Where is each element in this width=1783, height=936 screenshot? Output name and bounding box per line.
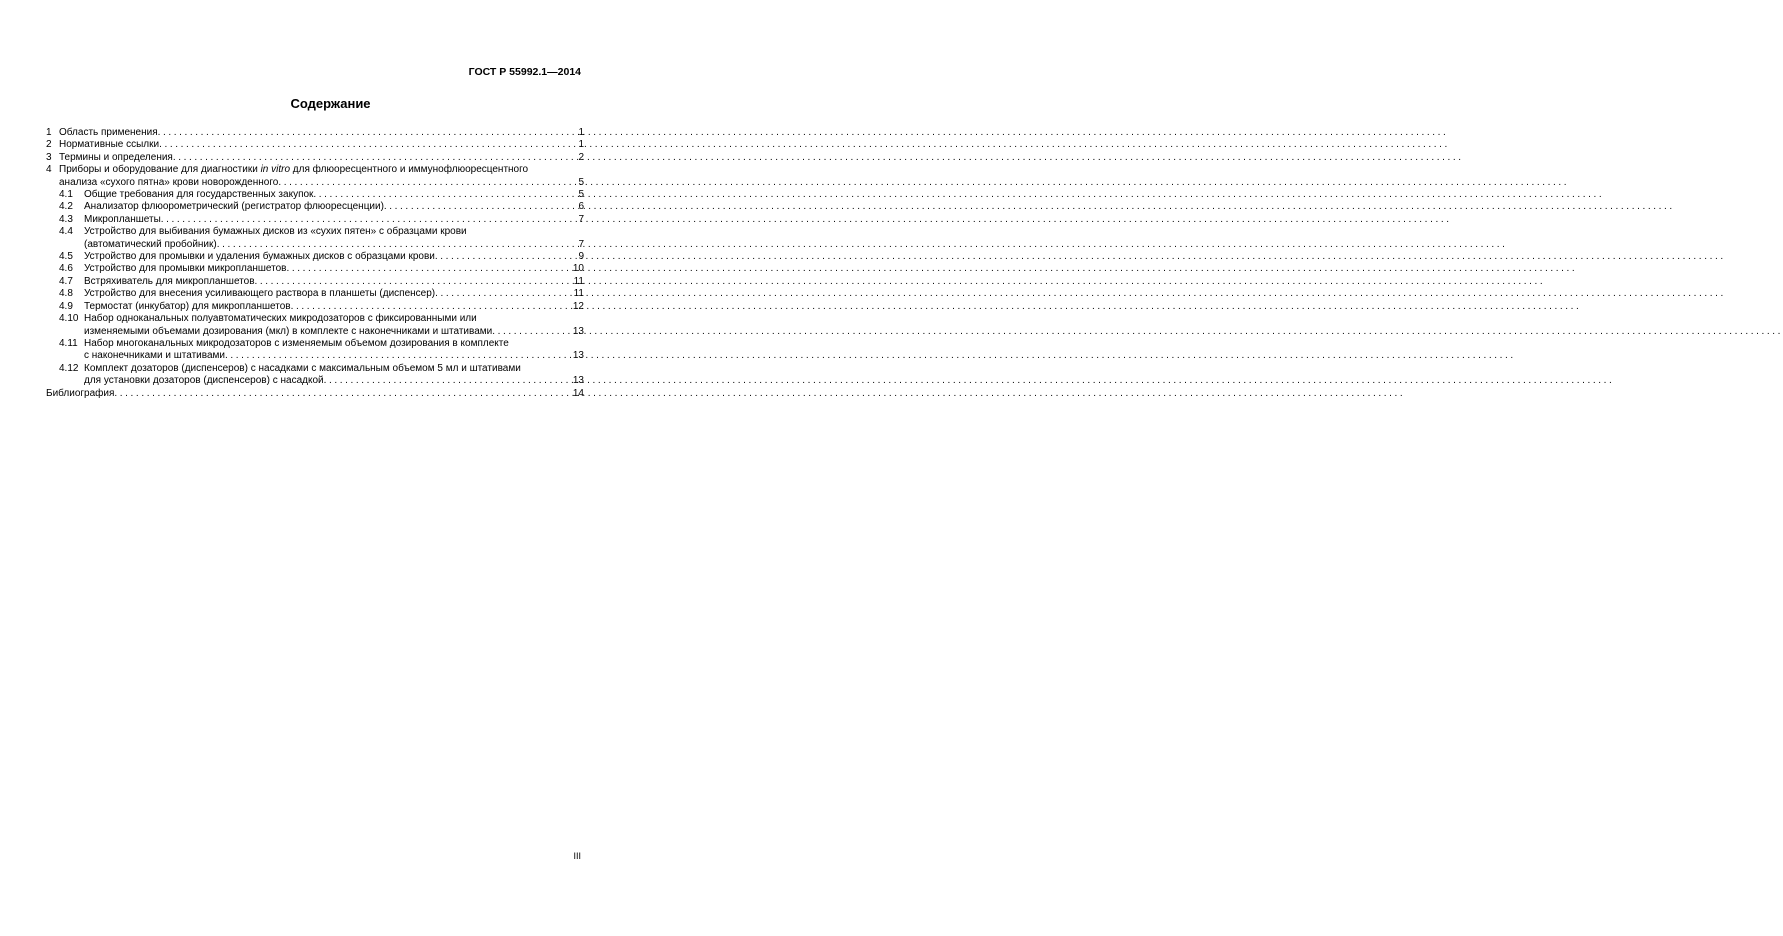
toc-entry-page: 13 xyxy=(572,350,584,362)
toc-leader-dots xyxy=(384,201,578,213)
toc-entry-3[interactable] xyxy=(46,152,584,164)
toc-entry-title: Библиография xyxy=(46,387,115,399)
toc-entry-title-continued: анализа «сухого пятна» крови новорожденного xyxy=(59,176,279,188)
toc-leader-dots xyxy=(313,189,577,201)
toc-entry-page: 13 xyxy=(572,325,584,337)
toc-leader-dots xyxy=(114,388,571,400)
toc-leader-dots xyxy=(225,350,572,362)
toc-entry-number: 4.10 xyxy=(59,313,79,325)
toc-title: Содержание xyxy=(290,96,371,111)
toc-entry-page: 5 xyxy=(578,189,584,201)
toc-leader-dots xyxy=(278,177,577,189)
page-number: III xyxy=(573,851,581,861)
toc-entry-4-3[interactable] xyxy=(46,214,584,226)
toc-entry-number: 4.8 xyxy=(59,288,73,300)
toc-entry-number: 2 xyxy=(46,139,52,151)
toc-entry-page: 1 xyxy=(578,139,584,151)
toc-entry-page: 11 xyxy=(573,275,584,287)
toc-entry-title: Нормативные ссылки xyxy=(59,139,160,151)
toc-entry-page: 9 xyxy=(578,251,584,263)
toc-entry-title-continued: для установки дозаторов (диспенсеров) с насадкой xyxy=(84,375,324,387)
toc-entry-title: Общие требования для государственных закупок xyxy=(84,189,314,201)
toc-entry-number: 4.11 xyxy=(59,337,78,349)
toc-entry-title: Микропланшеты xyxy=(84,213,161,225)
toc-entry-title: Устройство для выбивания бумажных дисков из «сухих пятен» с образцами крови xyxy=(84,226,467,238)
toc-entry-page: 2 xyxy=(578,151,584,163)
table-of-contents xyxy=(46,127,584,400)
toc-leader-dots xyxy=(161,214,578,226)
toc-entry-number: 4.3 xyxy=(59,213,73,225)
toc-entry-title-continued: с наконечниками и штативами xyxy=(84,350,225,362)
toc-entry-number: 1 xyxy=(46,127,52,138)
toc-entry-4[interactable] xyxy=(46,164,584,189)
toc-entry-4-10[interactable] xyxy=(46,313,584,338)
toc-entry-page: 10 xyxy=(572,263,584,275)
toc-entry-page: 14 xyxy=(572,387,584,399)
toc-entry-page: 12 xyxy=(572,300,584,312)
toc-entry-title: Набор многоканальных микродозаторов с изменяемым объемом дозирования в комплекте xyxy=(84,337,509,349)
toc-leader-dots xyxy=(255,276,573,288)
toc-leader-dots xyxy=(217,239,578,251)
toc-entry-title: Встряхиватель для микропланшетов xyxy=(84,275,255,287)
toc-entry-4-6[interactable] xyxy=(46,263,584,275)
document-code: ГОСТ Р 55992.1—2014 xyxy=(468,66,581,78)
toc-entry-4-5[interactable] xyxy=(46,251,584,263)
toc-entry-title: Устройство для промывки и удаления бумажных дисков с образцами крови xyxy=(84,251,435,263)
toc-entry-page: 7 xyxy=(578,213,584,225)
toc-leader-dots xyxy=(324,375,572,387)
toc-entry-page: 5 xyxy=(578,176,584,188)
toc-entry-title: Термостат (инкубатор) для микропланшетов xyxy=(84,300,291,312)
toc-entry-4-12[interactable] xyxy=(46,363,584,388)
toc-entry-number: 4.9 xyxy=(59,300,73,312)
toc-entry-4-8[interactable] xyxy=(46,288,584,300)
toc-entry-title: Набор одноканальных полуавтоматических микродозаторов с фиксированными или xyxy=(84,313,477,325)
toc-entry-title-continued: (автоматический пробойник) xyxy=(84,238,217,250)
toc-entry-page: 7 xyxy=(578,238,584,250)
toc-leader-dots xyxy=(492,326,572,338)
toc-entry-number: 3 xyxy=(46,151,52,163)
toc-entry-page: 13 xyxy=(572,375,584,387)
toc-leader-dots xyxy=(291,301,572,313)
toc-entry-title: Термины и определения xyxy=(59,151,173,163)
toc-entry-number: 4.6 xyxy=(59,263,73,275)
toc-entry-bibliography[interactable] xyxy=(46,388,584,400)
toc-entry-number: 4.4 xyxy=(59,226,73,238)
toc-entry-title-continued: изменяемыми объемами дозирования (мкл) в комплекте с наконечниками и штативами xyxy=(84,325,493,337)
toc-entry-number: 4.12 xyxy=(59,362,79,374)
toc-leader-dots xyxy=(173,152,578,164)
toc-entry-number: 4.2 xyxy=(59,201,73,213)
toc-entry-4-9[interactable] xyxy=(46,301,584,313)
toc-entry-title: Приборы и оборудование для диагностики in vitro для флюоресцентного и иммунофлюоресцентного xyxy=(59,164,529,176)
toc-entry-page: 11 xyxy=(573,288,584,300)
toc-entry-4-1[interactable] xyxy=(46,189,584,201)
toc-entry-2[interactable] xyxy=(46,139,584,151)
toc-leader-dots xyxy=(158,127,578,139)
toc-leader-dots xyxy=(159,139,577,151)
toc-leader-dots xyxy=(287,263,572,275)
toc-entry-number: 4.5 xyxy=(59,251,73,263)
toc-entry-1[interactable] xyxy=(46,127,584,139)
toc-entry-page: 1 xyxy=(578,127,584,138)
toc-leader-dots xyxy=(435,251,578,263)
toc-entry-4-4[interactable] xyxy=(46,226,584,251)
toc-entry-title: Анализатор флюорометрический (регистратор флюоресценции) xyxy=(84,201,384,213)
toc-entry-title: Устройство для внесения усиливающего раствора в планшеты (диспенсер) xyxy=(84,288,436,300)
toc-entry-number: 4 xyxy=(46,164,52,176)
toc-entry-4-2[interactable] xyxy=(46,201,584,213)
toc-entry-number: 4.1 xyxy=(59,189,73,201)
toc-entry-number: 4.7 xyxy=(59,275,73,287)
toc-entry-title: Комплект дозаторов (диспенсеров) с насадками с максимальным объемом 5 мл и штативами xyxy=(84,362,521,374)
toc-entry-title: Область применения xyxy=(59,127,158,138)
toc-leader-dots xyxy=(435,288,573,300)
toc-entry-4-7[interactable] xyxy=(46,276,584,288)
toc-entry-page: 6 xyxy=(578,201,584,213)
toc-entry-4-11[interactable] xyxy=(46,338,584,363)
toc-entry-title: Устройство для промывки микропланшетов xyxy=(84,263,287,275)
